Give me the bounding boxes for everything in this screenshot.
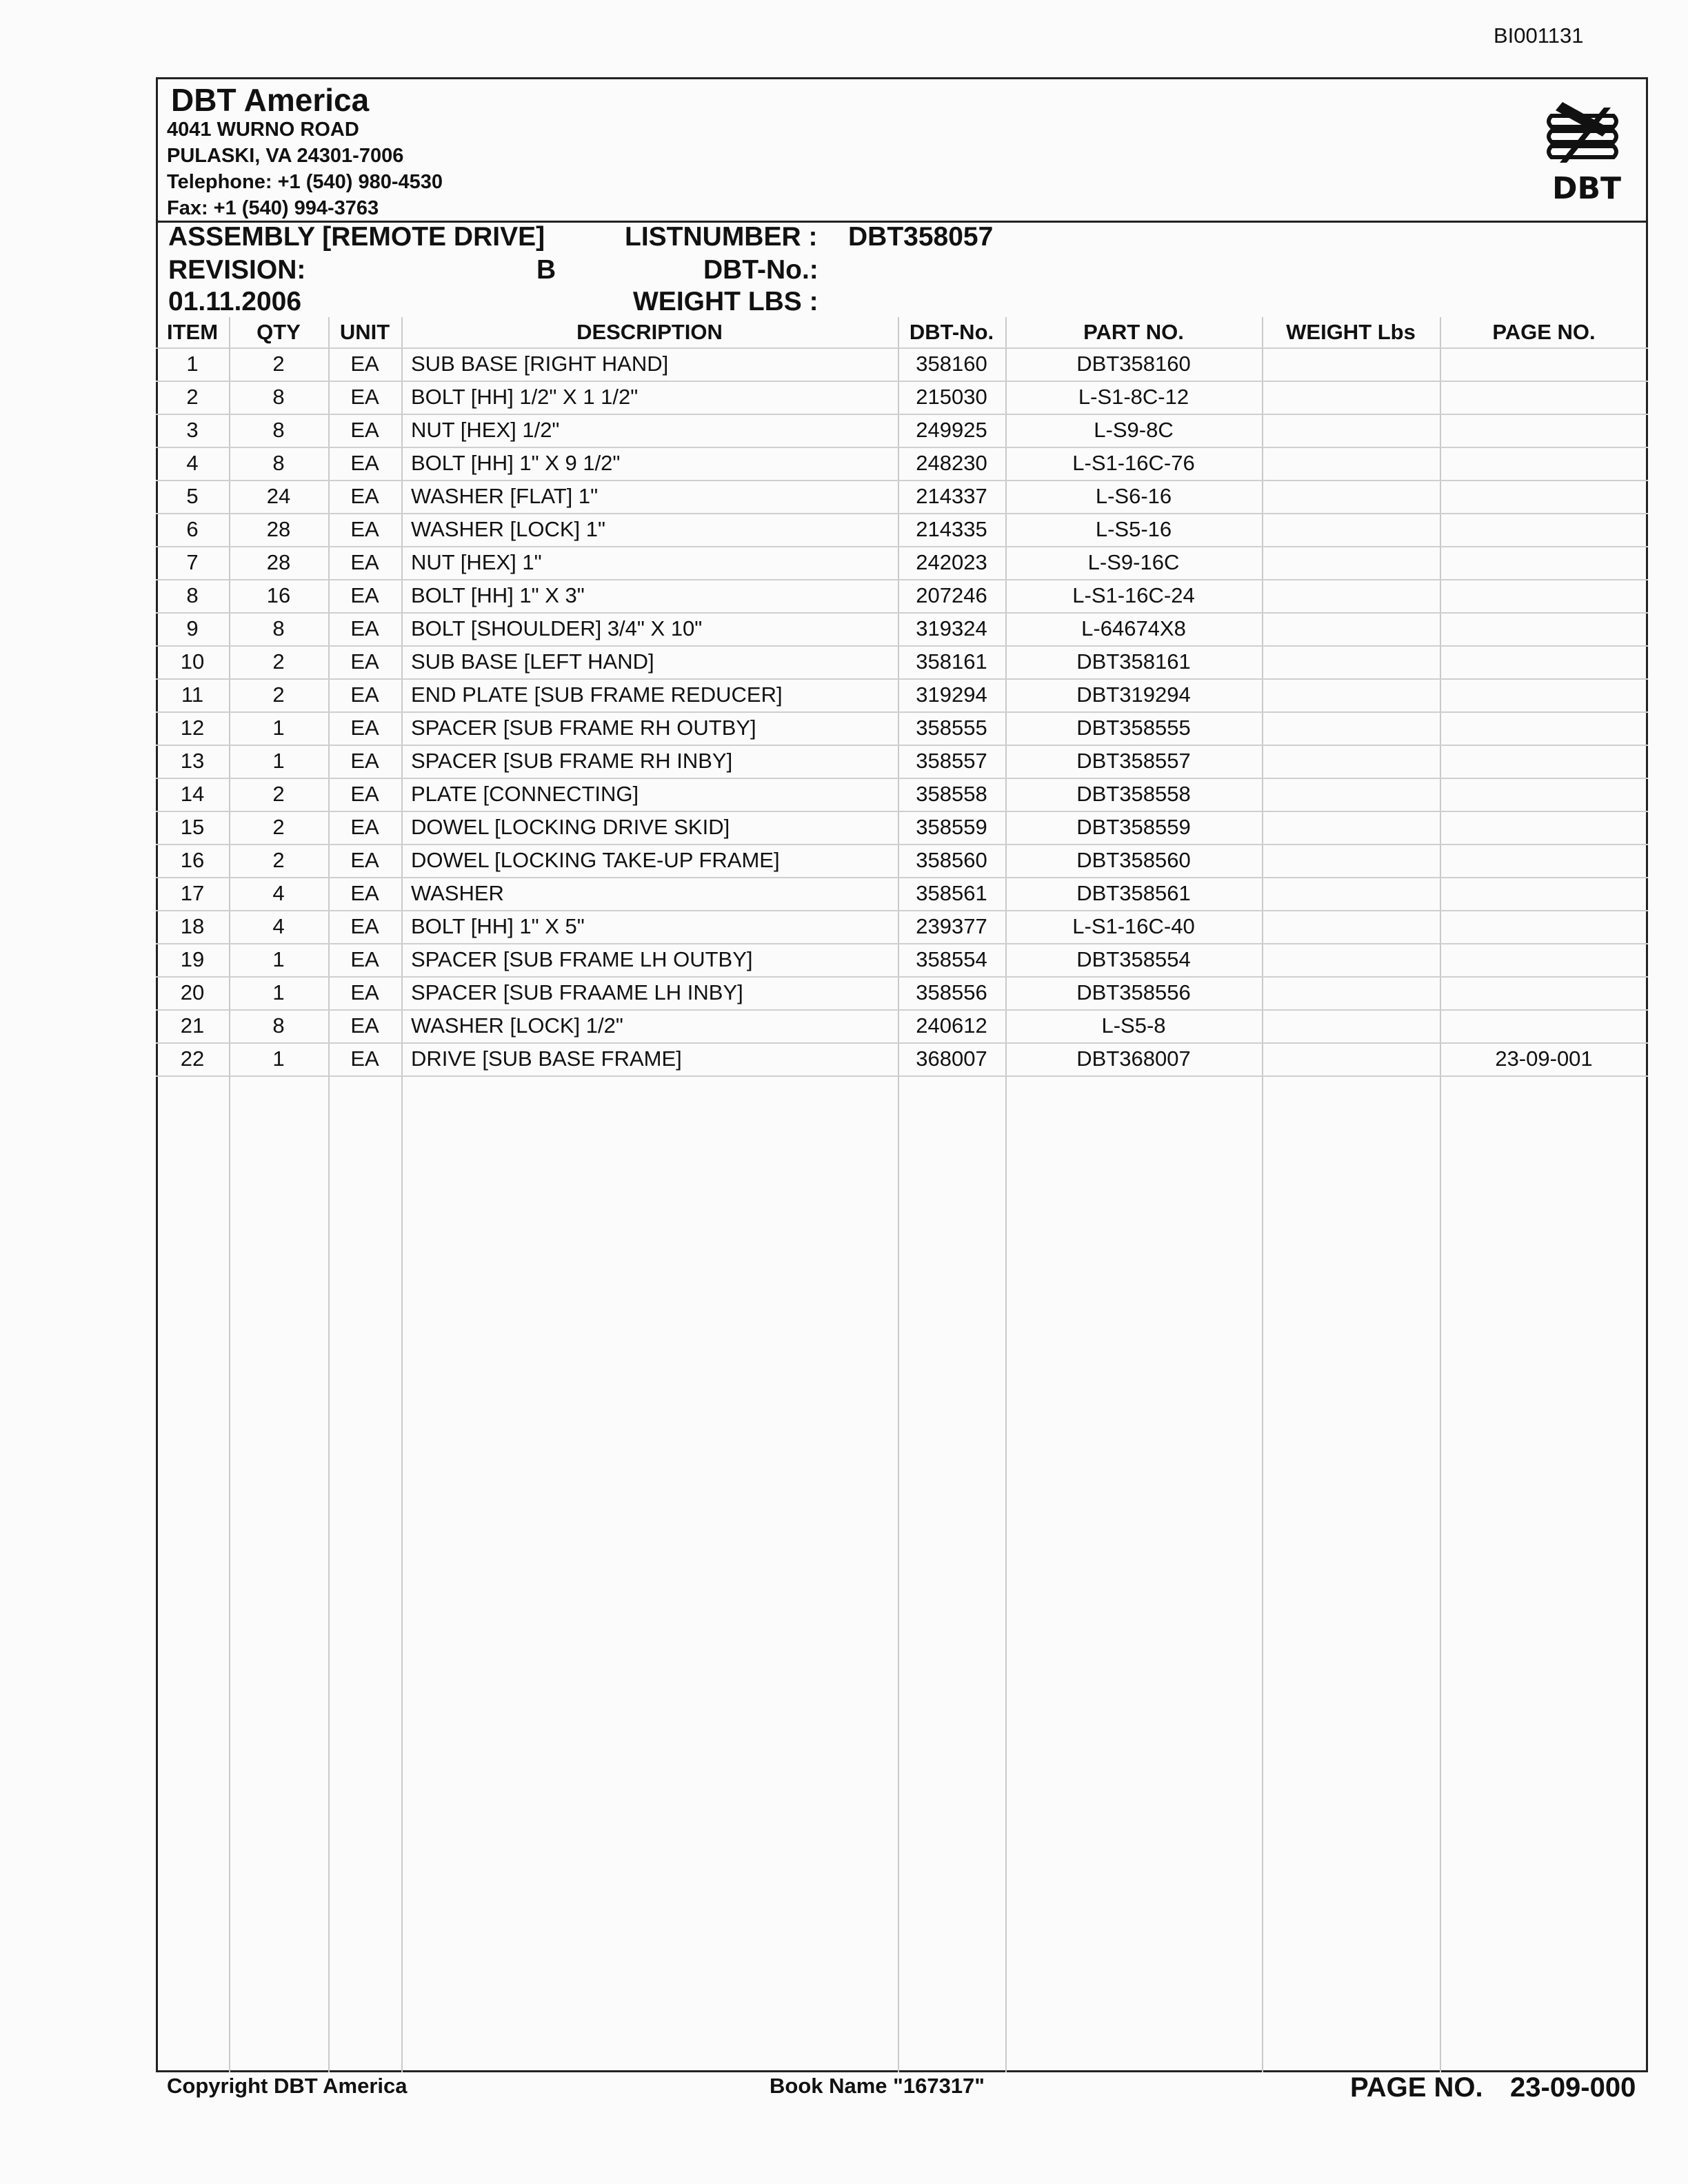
table-row: [156, 678, 1648, 713]
cell-dbt-no: 358556: [916, 980, 987, 1004]
cell-description: SUB BASE [LEFT HAND]: [411, 649, 654, 674]
cell-weight: [1262, 347, 1440, 381]
cell-page-no: [1440, 480, 1648, 513]
table-row: [156, 811, 1648, 845]
cell-item: 22: [180, 1046, 205, 1071]
cell-part-no: L-S1-8C-12: [1078, 385, 1189, 409]
cell-item: 2: [186, 385, 199, 409]
cell-dbt-no: 242023: [916, 550, 987, 574]
cell-qty: 8: [272, 451, 285, 475]
cell-unit: EA: [350, 385, 379, 409]
cell-part-no: L-S1-16C-40: [1072, 914, 1195, 938]
cell-page-no: [1440, 844, 1648, 877]
cell-unit: EA: [350, 848, 379, 872]
cell-item: 6: [186, 517, 199, 541]
cell-qty: 4: [272, 881, 285, 905]
cell-part-no: L-S5-8: [1101, 1013, 1166, 1038]
cell-unit: EA: [350, 914, 379, 938]
cell-page-no: [1440, 414, 1648, 447]
cell-page-no: [1440, 645, 1648, 678]
cell-part-no: L-S1-16C-24: [1072, 583, 1195, 607]
cell-page-no: [1440, 711, 1648, 745]
cell-description: DOWEL [LOCKING TAKE-UP FRAME]: [411, 848, 780, 872]
cell-unit: EA: [350, 782, 379, 806]
cell-dbt-no: 239377: [916, 914, 987, 938]
cell-page-no: [1440, 943, 1648, 976]
cell-weight: [1262, 844, 1440, 877]
page-number-label: PAGE NO.: [1350, 2072, 1483, 2103]
cell-description: SPACER [SUB FRAME LH OUTBY]: [411, 947, 753, 971]
cell-part-no: L-S6-16: [1095, 484, 1172, 508]
cell-description: SPACER [SUB FRAAME LH INBY]: [411, 980, 743, 1004]
cell-dbt-no: 358554: [916, 947, 987, 971]
logo-text: DBT: [1551, 171, 1622, 205]
cell-page-no: [1440, 347, 1648, 381]
cell-weight: [1262, 513, 1440, 546]
cell-dbt-no: 214335: [916, 517, 987, 541]
cell-qty: 2: [272, 352, 285, 376]
cell-part-no: DBT358160: [1076, 352, 1191, 376]
cell-unit: EA: [350, 517, 379, 541]
cell-item: 3: [186, 418, 199, 442]
cell-part-no: L-64674X8: [1081, 616, 1186, 640]
cell-qty: 1: [272, 716, 285, 740]
cell-dbt-no: 368007: [916, 1046, 987, 1071]
cell-unit: EA: [350, 649, 379, 674]
cell-part-no: DBT358561: [1076, 881, 1191, 905]
cell-unit: EA: [350, 682, 379, 707]
cell-weight: [1262, 645, 1440, 678]
cell-page-no: [1440, 778, 1648, 811]
cell-part-no: L-S9-8C: [1094, 418, 1174, 442]
cell-description: BOLT [HH] 1" X 5": [411, 914, 585, 938]
cell-page-no: [1440, 745, 1648, 778]
listnumber-label: LISTNUMBER :: [625, 222, 818, 252]
cell-qty: 1: [272, 947, 285, 971]
company-telephone: Telephone: +1 (540) 980-4530: [167, 171, 443, 193]
cell-dbt-no: 319324: [916, 616, 987, 640]
cell-unit: EA: [350, 980, 379, 1004]
cell-weight: [1262, 910, 1440, 943]
cell-description: WASHER [FLAT] 1": [411, 484, 599, 508]
table-row: [156, 1009, 1648, 1044]
table-row: [156, 844, 1648, 878]
cell-qty: 24: [266, 484, 291, 508]
cell-dbt-no: 358555: [916, 716, 987, 740]
cell-description: BOLT [HH] 1" X 9 1/2": [411, 451, 621, 475]
cell-weight: [1262, 381, 1440, 414]
cell-page-no: [1440, 910, 1648, 943]
cell-part-no: DBT358161: [1076, 649, 1191, 674]
cell-part-no: DBT319294: [1076, 682, 1191, 707]
cell-description: WASHER: [411, 881, 504, 905]
cell-dbt-no: 358558: [916, 782, 987, 806]
cell-description: SUB BASE [RIGHT HAND]: [411, 352, 669, 376]
cell-part-no: L-S1-16C-76: [1072, 451, 1195, 475]
cell-weight: [1262, 778, 1440, 811]
table-row: [156, 579, 1648, 614]
cell-dbt-no: 358161: [916, 649, 987, 674]
cell-qty: 8: [272, 418, 285, 442]
cell-page-no: 23-09-001: [1495, 1046, 1593, 1071]
cell-qty: 2: [272, 815, 285, 839]
cell-unit: EA: [350, 815, 379, 839]
table-header-row: [156, 317, 1648, 349]
cell-unit: EA: [350, 352, 379, 376]
weight-label: WEIGHT LBS :: [633, 287, 818, 316]
cell-item: 4: [186, 451, 199, 475]
cell-unit: EA: [350, 418, 379, 442]
cell-dbt-no: 240612: [916, 1013, 987, 1038]
cell-item: 16: [180, 848, 205, 872]
cell-weight: [1262, 1042, 1440, 1075]
cell-page-no: [1440, 447, 1648, 480]
cell-item: 1: [186, 352, 199, 376]
table-row: [156, 976, 1648, 1011]
cell-weight: [1262, 447, 1440, 480]
cell-part-no: DBT358558: [1076, 782, 1191, 806]
cell-description: DOWEL [LOCKING DRIVE SKID]: [411, 815, 730, 839]
cell-unit: EA: [350, 484, 379, 508]
cell-unit: EA: [350, 1046, 379, 1071]
cell-dbt-no: 207246: [916, 583, 987, 607]
table-row: [156, 1042, 1648, 1077]
table-row: [156, 447, 1648, 481]
cell-item: 7: [186, 550, 199, 574]
column-header-item: ITEM: [166, 320, 219, 344]
cell-unit: EA: [350, 749, 379, 773]
cell-qty: 8: [272, 1013, 285, 1038]
table-row: [156, 612, 1648, 647]
cell-part-no: DBT358556: [1076, 980, 1191, 1004]
cell-item: 11: [181, 682, 204, 707]
cell-description: END PLATE [SUB FRAME REDUCER]: [411, 682, 783, 707]
cell-page-no: [1440, 877, 1648, 910]
cell-dbt-no: 358557: [916, 749, 987, 773]
cell-weight: [1262, 480, 1440, 513]
cell-page-no: [1440, 579, 1648, 612]
cell-qty: 2: [272, 682, 285, 707]
parts-table: [156, 317, 1648, 2072]
cell-description: BOLT [SHOULDER] 3/4" X 10": [411, 616, 703, 640]
cell-description: WASHER [LOCK] 1": [411, 517, 606, 541]
cell-page-no: [1440, 678, 1648, 711]
cell-description: NUT [HEX] 1/2": [411, 418, 560, 442]
cell-description: WASHER [LOCK] 1/2": [411, 1013, 623, 1038]
cell-weight: [1262, 1009, 1440, 1042]
column-header-weight: WEIGHT Lbs: [1286, 320, 1416, 344]
cell-part-no: DBT368007: [1076, 1046, 1191, 1071]
cell-qty: 1: [272, 749, 285, 773]
table-row: [156, 645, 1648, 680]
cell-qty: 28: [266, 550, 291, 574]
column-header-dbt-no: DBT-No.: [909, 320, 994, 344]
cell-item: 12: [180, 716, 205, 740]
cell-description: BOLT [HH] 1" X 3": [411, 583, 585, 607]
company-address-line1: 4041 WURNO ROAD: [167, 119, 359, 141]
dbt-logo-icon: [1542, 95, 1631, 205]
cell-weight: [1262, 414, 1440, 447]
cell-weight: [1262, 711, 1440, 745]
cell-weight: [1262, 579, 1440, 612]
cell-item: 21: [180, 1013, 205, 1038]
cell-dbt-no: 319294: [916, 682, 987, 707]
column-header-part-no: PART NO.: [1083, 320, 1184, 344]
cell-qty: 2: [272, 649, 285, 674]
cell-dbt-no: 214337: [916, 484, 987, 508]
cell-page-no: [1440, 381, 1648, 414]
cell-item: 14: [180, 782, 205, 806]
cell-qty: 4: [272, 914, 285, 938]
table-row: [156, 943, 1648, 978]
cell-qty: 1: [272, 980, 285, 1004]
column-header-description: DESCRIPTION: [576, 320, 723, 344]
cell-dbt-no: 215030: [916, 385, 987, 409]
cell-page-no: [1440, 612, 1648, 645]
cell-unit: EA: [350, 881, 379, 905]
cell-description: DRIVE [SUB BASE FRAME]: [411, 1046, 682, 1071]
cell-dbt-no: 249925: [916, 418, 987, 442]
cell-description: SPACER [SUB FRAME RH INBY]: [411, 749, 733, 773]
column-header-qty: QTY: [257, 320, 301, 344]
cell-weight: [1262, 745, 1440, 778]
cell-description: PLATE [CONNECTING]: [411, 782, 639, 806]
table-row: [156, 778, 1648, 812]
copyright: Copyright DBT America: [167, 2074, 408, 2098]
cell-qty: 8: [272, 616, 285, 640]
revision-label: REVISION:: [168, 255, 306, 285]
cell-item: 18: [180, 914, 205, 938]
cell-item: 17: [180, 881, 205, 905]
table-row: [156, 711, 1648, 746]
cell-qty: 16: [266, 583, 291, 607]
cell-qty: 1: [272, 1046, 285, 1071]
cell-unit: EA: [350, 1013, 379, 1038]
cell-item: 8: [186, 583, 199, 607]
cell-description: BOLT [HH] 1/2" X 1 1/2": [411, 385, 639, 409]
cell-part-no: L-S9-16C: [1087, 550, 1180, 574]
cell-weight: [1262, 811, 1440, 844]
cell-dbt-no: 248230: [916, 451, 987, 475]
table-row: [156, 877, 1648, 911]
cell-item: 13: [180, 749, 205, 773]
assembly-title: ASSEMBLY [REMOTE DRIVE]: [168, 222, 545, 252]
cell-unit: EA: [350, 550, 379, 574]
table-row: [156, 347, 1648, 382]
cell-qty: 8: [272, 385, 285, 409]
cell-item: 5: [186, 484, 199, 508]
cell-part-no: DBT358559: [1076, 815, 1191, 839]
page-number-value: 23-09-000: [1510, 2072, 1636, 2103]
cell-item: 10: [180, 649, 205, 674]
cell-part-no: DBT358555: [1076, 716, 1191, 740]
cell-unit: EA: [350, 583, 379, 607]
company-name: DBT America: [171, 82, 370, 118]
cell-page-no: [1440, 976, 1648, 1009]
cell-part-no: DBT358560: [1076, 848, 1191, 872]
book-name: Book Name "167317": [770, 2074, 985, 2098]
cell-part-no: L-S5-16: [1095, 517, 1172, 541]
cell-unit: EA: [350, 947, 379, 971]
cell-unit: EA: [350, 616, 379, 640]
cell-dbt-no: 358160: [916, 352, 987, 376]
cell-page-no: [1440, 513, 1648, 546]
table-row: [156, 546, 1648, 580]
cell-unit: EA: [350, 716, 379, 740]
column-header-page-no: PAGE NO.: [1492, 320, 1596, 344]
listnumber-value: DBT358057: [848, 222, 994, 252]
document-date: 01.11.2006: [168, 287, 302, 316]
table-row: [156, 381, 1648, 415]
cell-item: 19: [180, 947, 205, 971]
table-row: [156, 480, 1648, 514]
table-row: [156, 513, 1648, 547]
cell-item: 9: [186, 616, 199, 640]
cell-part-no: DBT358554: [1076, 947, 1191, 971]
cell-weight: [1262, 612, 1440, 645]
cell-dbt-no: 358561: [916, 881, 987, 905]
document-id: BI001131: [1494, 23, 1584, 48]
table-row: [156, 745, 1648, 779]
company-fax: Fax: +1 (540) 994-3763: [167, 197, 379, 219]
cell-dbt-no: 358559: [916, 815, 987, 839]
table-row: [156, 910, 1648, 944]
cell-qty: 28: [266, 517, 291, 541]
dbt-logo: [1542, 95, 1631, 205]
cell-dbt-no: 358560: [916, 848, 987, 872]
cell-unit: EA: [350, 451, 379, 475]
cell-qty: 2: [272, 782, 285, 806]
cell-description: SPACER [SUB FRAME RH OUTBY]: [411, 716, 756, 740]
revision-value: B: [536, 255, 556, 285]
cell-weight: [1262, 678, 1440, 711]
dbt-no-label: DBT-No.:: [703, 255, 818, 285]
cell-page-no: [1440, 811, 1648, 844]
cell-item: 20: [180, 980, 205, 1004]
table-row: [156, 414, 1648, 448]
cell-page-no: [1440, 1009, 1648, 1042]
cell-weight: [1262, 877, 1440, 910]
cell-item: 15: [180, 815, 205, 839]
cell-qty: 2: [272, 848, 285, 872]
cell-weight: [1262, 976, 1440, 1009]
cell-weight: [1262, 546, 1440, 579]
cell-part-no: DBT358557: [1076, 749, 1191, 773]
cell-page-no: [1440, 546, 1648, 579]
cell-description: NUT [HEX] 1": [411, 550, 542, 574]
company-address-line2: PULASKI, VA 24301-7006: [167, 145, 404, 167]
column-header-unit: UNIT: [339, 320, 390, 344]
cell-weight: [1262, 943, 1440, 976]
